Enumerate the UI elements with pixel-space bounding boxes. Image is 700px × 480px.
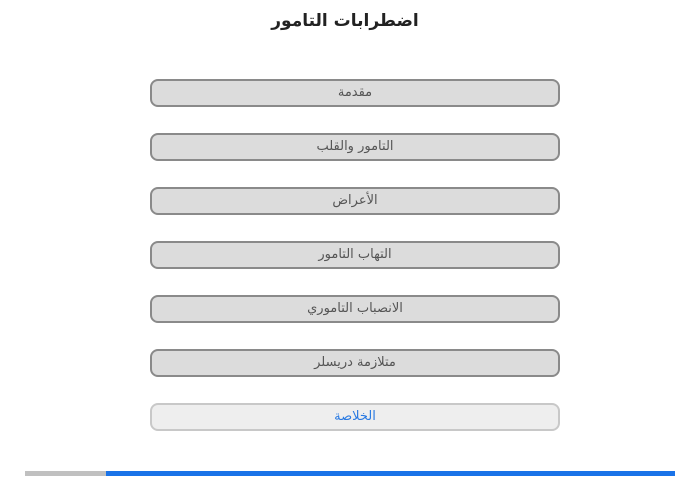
menu-item-pericardial-effusion[interactable]: الانصباب التاموري: [150, 295, 560, 323]
menu-item-symptoms[interactable]: الأعراض: [150, 187, 560, 215]
menu-item-dressler-syndrome[interactable]: متلازمة دريسلر: [150, 349, 560, 377]
progress-bar-completed: [25, 471, 106, 476]
menu-item-pericardium-and-heart[interactable]: التامور والقلب: [150, 133, 560, 161]
menu-item-introduction[interactable]: مقدمة: [150, 79, 560, 107]
progress-bar: [25, 471, 675, 476]
section-menu: [150, 79, 560, 457]
menu-item-summary[interactable]: الخلاصة: [150, 403, 560, 431]
page-title: اضطرابات التامور: [271, 11, 419, 31]
menu-item-pericarditis[interactable]: التهاب التامور: [150, 241, 560, 269]
